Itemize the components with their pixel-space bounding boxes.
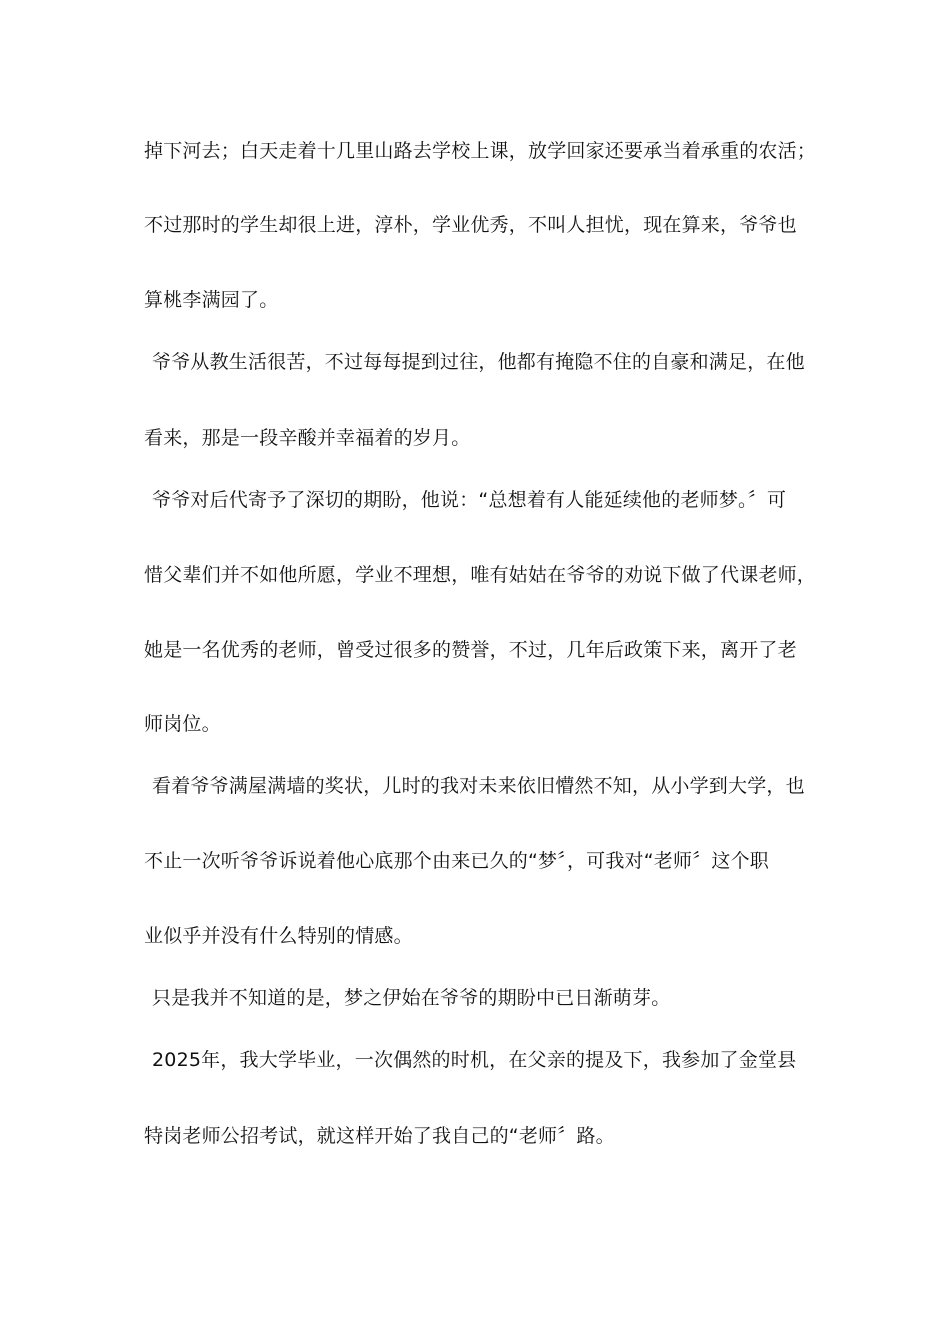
text-line: 师岗位。 [144, 713, 221, 735]
text-line: 不过那时的学生却很上进，淳朴，学业优秀，不叫人担忧，现在算来，爷爷也 [144, 214, 797, 236]
text-line: 看来，那是一段辛酸并幸福着的岁月。 [144, 427, 471, 449]
paragraph-first-line: 爷爷对后代寄予了深切的期盼，他说：“总想着有人能延续他的老师梦。〞可 [152, 489, 787, 511]
paragraph-first-line: 爷爷从教生活很苦，不过每每提到过往，他都有掩隐不住的自豪和满足，在他 [152, 351, 805, 373]
text-line: 掉下河去；白天走着十几里山路去学校上课，放学回家还要承当着承重的农活； [144, 140, 817, 162]
paragraph-first-line: 只是我并不知道的是，梦之伊始在爷爷的期盼中已日渐萌芽。 [152, 987, 671, 1009]
text-line: 惜父辈们并不如他所愿，学业不理想，唯有姑姑在爷爷的劝说下做了代课老师， [144, 564, 817, 586]
text-line: 特岗老师公招考试，就这样开始了我自己的“老师〞路。 [144, 1125, 615, 1147]
text-line: 业似乎并没有什么特别的情感。 [144, 925, 413, 947]
text-line: 她是一名优秀的老师，曾受过很多的赞誉，不过，几年后政策下来，离开了老 [144, 639, 797, 661]
paragraph-first-line: 2025年，我大学毕业，一次偶然的时机，在父亲的提及下，我参加了金堂县 [152, 1049, 797, 1071]
text-line: 算桃李满园了。 [144, 289, 279, 311]
paragraph-first-line: 看着爷爷满屋满墙的奖状，儿时的我对未来依旧懵然不知，从小学到大学，也 [152, 775, 805, 797]
text-line: 不止一次听爷爷诉说着他心底那个由来已久的“梦〞，可我对“老师〞这个职 [144, 850, 769, 872]
